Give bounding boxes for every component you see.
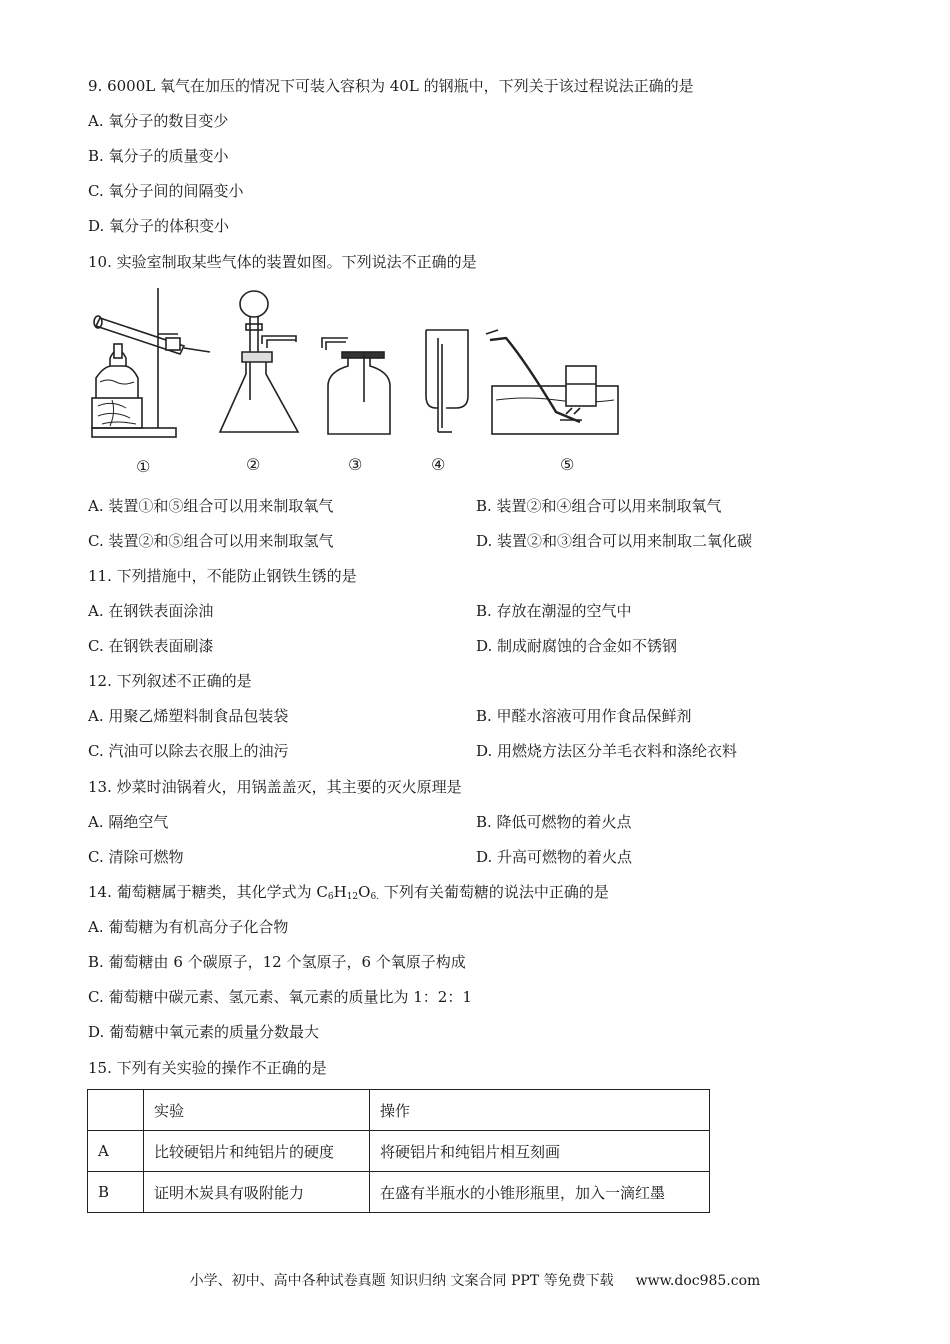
table-header-row: [88, 1090, 710, 1131]
q12-option-a: A. 用聚乙烯塑料制食品包装袋: [88, 707, 289, 725]
table-row: [88, 1131, 710, 1172]
apparatus-1-heating-setup: [92, 288, 210, 437]
label-3: ③: [348, 455, 363, 474]
q10-option-a: A. 装置①和⑤组合可以用来制取氧气: [88, 497, 334, 515]
table-cell: 证明木炭具有吸附能力: [144, 1172, 370, 1213]
q11-option-d: D. 制成耐腐蚀的合金如不锈钢: [476, 637, 678, 655]
q9-option-b: B. 氧分子的质量变小: [88, 147, 229, 165]
page-footer: [0, 1270, 950, 1290]
apparatus-2-flask-funnel: [220, 291, 298, 432]
q10-option-c: C. 装置②和⑤组合可以用来制取氢气: [88, 532, 334, 550]
table-cell: 比较硬铝片和纯铝片的硬度: [144, 1131, 370, 1172]
q13-option-c: C. 清除可燃物: [88, 848, 184, 866]
q13-option-d: D. 升高可燃物的着火点: [476, 848, 633, 866]
q10-stem: 10. 实验室制取某些气体的装置如图。下列说法不正确的是: [88, 253, 477, 271]
q10-option-d: D. 装置②和③组合可以用来制取二氧化碳: [476, 532, 753, 550]
q9-stem: 9. 6000L 氧气在加压的情况下可装入容积为 40L 的钢瓶中，下列关于该过程说法正确的是: [88, 77, 694, 95]
q9-option-c: C. 氧分子间的间隔变小: [88, 182, 244, 200]
apparatus-3-collecting-bottle: [322, 338, 390, 434]
label-5: ⑤: [560, 455, 575, 474]
table-cell: 将硬铝片和纯铝片相互刻画: [370, 1131, 710, 1172]
q12-stem: 12. 下列叙述不正确的是: [88, 672, 252, 690]
q15-stem: 15. 下列有关实验的操作不正确的是: [88, 1059, 327, 1077]
q12-option-c: C. 汽油可以除去衣服上的油污: [88, 742, 289, 760]
q14-stem: 14. 葡萄糖属于糖类，其化学式为 $C_6H_{12}O_{6.}$ 下列有关葡萄糖的说法中正确的是: [88, 883, 609, 902]
q15-table: [87, 1089, 710, 1213]
table-row: [88, 1172, 710, 1213]
q11-option-a: A. 在钢铁表面涂油: [88, 602, 214, 620]
footer-url[interactable]: www.doc985.com: [635, 1273, 761, 1289]
q14-option-b: B. 葡萄糖由 6 个碳原子，12 个氢原子，6 个氧原子构成: [88, 953, 466, 971]
q14-option-c: C. 葡萄糖中碳元素、氢元素、氧元素的质量比为 1：2：1: [88, 988, 472, 1006]
label-4: ④: [431, 455, 446, 474]
label-1: ①: [136, 457, 151, 476]
table-cell: B: [88, 1172, 144, 1213]
q10-option-b: B. 装置②和④组合可以用来制取氧气: [476, 497, 722, 515]
q13-stem: 13. 炒菜时油锅着火，用锅盖盖灭，其主要的灭火原理是: [88, 778, 462, 796]
table-header-cell: 实验: [144, 1090, 370, 1131]
apparatus-5-water-trough: [486, 330, 618, 434]
table-header-cell: [88, 1090, 144, 1131]
q14-option-a: A. 葡萄糖为有机高分子化合物: [88, 918, 289, 936]
q12-option-d: D. 用燃烧方法区分羊毛衣料和涤纶衣料: [476, 742, 738, 760]
table-cell: A: [88, 1131, 144, 1172]
footer-text: 小学、初中、高中各种试卷真题 知识归纳 文案合同 PPT 等免费下载: [189, 1273, 614, 1289]
q11-option-c: C. 在钢铁表面刷漆: [88, 637, 214, 655]
q9-option-d: D. 氧分子的体积变小: [88, 217, 230, 235]
q13-option-b: B. 降低可燃物的着火点: [476, 813, 632, 831]
table-header-cell: 操作: [370, 1090, 710, 1131]
q13-option-a: A. 隔绝空气: [88, 813, 169, 831]
q9-option-a: A. 氧分子的数目变少: [88, 112, 229, 130]
table-cell: 在盛有半瓶水的小锥形瓶里，加入一滴红墨: [370, 1172, 710, 1213]
q11-option-b: B. 存放在潮湿的空气中: [476, 602, 632, 620]
q14-option-d: D. 葡萄糖中氧元素的质量分数最大: [88, 1023, 320, 1041]
label-2: ②: [246, 455, 261, 474]
apparatus-figure: [86, 282, 796, 482]
q12-option-b: B. 甲醛水溶液可用作食品保鲜剂: [476, 707, 692, 725]
apparatus-4-inverted-bottle: [426, 330, 468, 432]
q11-stem: 11. 下列措施中，不能防止钢铁生锈的是: [88, 567, 357, 585]
